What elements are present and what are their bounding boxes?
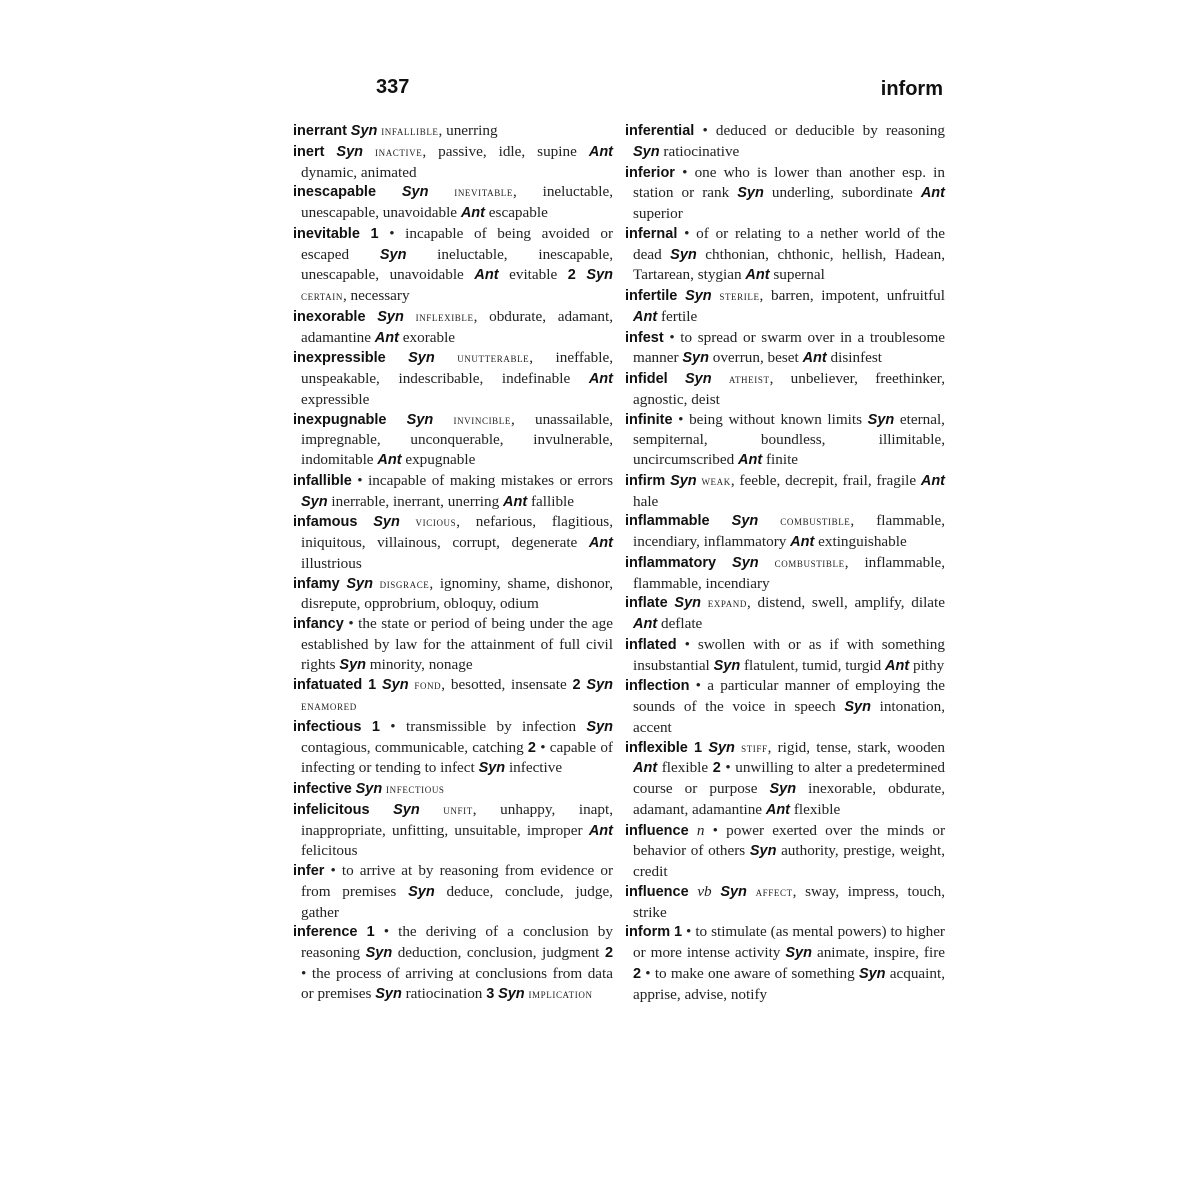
entry-headword: infamy — [293, 575, 340, 592]
definition-text — [689, 822, 697, 839]
usage-label: Syn — [406, 411, 434, 428]
definition-text — [400, 513, 416, 530]
dictionary-entry — [625, 410, 945, 471]
entry-headword: inexpugnable — [293, 411, 387, 428]
definition-text: , unhappy, inapt, inappropriate, unfitting, unsuitable, improper — [301, 800, 614, 839]
usage-label: Ant — [633, 616, 658, 632]
definition-text: hale — [633, 492, 659, 510]
usage-label: Ant — [374, 329, 399, 346]
definition-text: • power exerted over the minds or behavior of others — [633, 821, 946, 860]
definition-text: • of or relating to a nether world of the dead — [633, 224, 945, 263]
definition-text: deduction, conclusion, judgment — [392, 944, 605, 961]
sense-number: 1 — [370, 225, 379, 242]
usage-label: Ant — [474, 267, 499, 284]
right-column — [625, 121, 945, 1004]
cross-reference: sterile — [719, 289, 760, 303]
dictionary-entry — [293, 410, 613, 471]
entry-headword: infest — [625, 329, 664, 346]
definition-text — [759, 554, 775, 571]
cross-reference: unutterable — [457, 351, 530, 366]
usage-label: Ant — [745, 267, 770, 284]
definition-text: fertile — [657, 307, 698, 325]
dictionary-entry — [625, 328, 945, 370]
definition-text — [361, 718, 371, 735]
definition-text — [373, 575, 380, 592]
sense-number: 1 — [674, 924, 683, 941]
entry-headword: infernal — [625, 225, 678, 242]
definition-text: , besotted, insensate — [441, 676, 573, 694]
entry-headword: inferential — [625, 123, 695, 139]
definition-text: • the process of arriving at conclusions from data or premises — [301, 964, 613, 1002]
usage-label: Syn — [408, 350, 435, 367]
definition-text — [677, 287, 685, 304]
sense-number: 2 — [567, 267, 576, 284]
cross-reference: affect — [755, 884, 793, 899]
definition-text — [435, 349, 457, 366]
definition-text — [370, 801, 394, 818]
dictionary-entry — [293, 471, 613, 513]
dictionary-entry — [625, 286, 945, 328]
usage-label: Ant — [738, 452, 763, 468]
entry-headword: infer — [293, 863, 325, 879]
usage-label: Syn — [670, 472, 697, 489]
dictionary-entry — [625, 224, 945, 286]
definition-text: , passive, idle, supine — [422, 142, 589, 160]
definition-text: • capable of infecting or tending to infect — [301, 738, 613, 777]
dictionary-entry — [293, 574, 613, 615]
usage-label: Syn — [408, 883, 435, 900]
definition-text — [386, 349, 408, 366]
definition-text — [357, 513, 373, 530]
usage-label: Syn — [844, 699, 871, 715]
definition-text: chthonian, chthonic, hellish, Hadean, Tartarean, stygian — [633, 245, 946, 284]
definition-text: • to make one aware of something — [641, 964, 859, 982]
usage-label: Syn — [731, 513, 759, 530]
sense-number: 1 — [694, 739, 703, 756]
definition-text: , ignominy, shame, dishonor, disrepute, opprobrium, obloquy, odium — [301, 574, 614, 613]
usage-label: Syn — [708, 739, 735, 756]
usage-label: Syn — [785, 945, 812, 961]
part-of-speech: n — [696, 821, 705, 839]
dictionary-entry — [293, 348, 613, 409]
usage-label: Ant — [588, 535, 613, 551]
entry-headword: infatuated — [293, 677, 363, 694]
definition-text: animate, inspire, fire — [811, 944, 945, 961]
usage-label: Syn — [393, 801, 420, 818]
cross-reference: infectious — [386, 782, 445, 796]
definition-text — [701, 594, 708, 611]
cross-reference: combustible — [780, 514, 851, 529]
definition-text: illustrious — [301, 554, 362, 572]
cross-reference: weak — [701, 473, 731, 488]
entry-headword: inert — [293, 143, 325, 160]
usage-label: Ant — [802, 350, 827, 367]
definition-text: expugnable — [401, 451, 476, 468]
entry-headword: infancy — [293, 616, 344, 632]
definition-text: , distend, swell, amplify, dilate — [747, 594, 945, 612]
cross-reference: infallible — [381, 124, 439, 138]
entry-headword: inflammable — [625, 513, 710, 530]
dictionary-entry — [293, 861, 613, 922]
entry-headword: inescapable — [293, 184, 377, 201]
definition-text: • unwilling to alter a predetermined course or purpose — [633, 759, 945, 797]
usage-label: Syn — [346, 575, 373, 592]
usage-label: Syn — [586, 718, 614, 735]
usage-label: Ant — [503, 493, 528, 510]
definition-text: finite — [762, 451, 799, 468]
usage-label: Syn — [586, 677, 613, 694]
definition-text — [668, 370, 685, 387]
definition-text: • transmissible by infection — [379, 717, 587, 735]
entry-headword: infelicitous — [293, 801, 370, 818]
definition-text — [576, 266, 587, 283]
definition-text: inerrable, inerrant, unerring — [327, 492, 504, 510]
definition-text: pithy — [909, 656, 945, 674]
cross-reference: expand — [707, 596, 748, 611]
entry-headword: influence — [625, 822, 689, 839]
definition-text: , nefarious, flagitious, iniquitous, villainous, corrupt, degenerate — [301, 513, 614, 551]
dictionary-entry — [293, 182, 613, 224]
sense-number: 1 — [368, 677, 377, 694]
definition-text: • being without known limits — [672, 410, 868, 428]
entry-headword: infertile — [625, 288, 678, 304]
usage-label: Syn — [682, 350, 709, 367]
dictionary-entry — [625, 553, 945, 594]
usage-label: Ant — [765, 801, 791, 818]
usage-label: Syn — [769, 781, 797, 797]
dictionary-entry — [625, 821, 945, 882]
definition-text: , necessary — [342, 287, 410, 304]
cross-reference: invincible — [453, 412, 511, 427]
usage-label: Syn — [674, 595, 702, 612]
definition-text: , flammable, incendiary, inflammatory — [633, 512, 945, 550]
entry-headword: inform — [625, 924, 671, 941]
usage-label: Ant — [588, 143, 614, 160]
definition-text: , ineluctable, unescapable, unavoidable — [301, 183, 614, 221]
definition-text: deduce, conclude, judge, gather — [301, 882, 613, 921]
usage-label: Ant — [920, 472, 946, 489]
entry-headword: infidel — [625, 371, 668, 387]
usage-label: Ant — [588, 371, 613, 387]
definition-text: inexorable, obdurate, adamant, adamantine — [633, 780, 945, 818]
definition-text — [366, 308, 378, 325]
definition-text: evitable — [498, 266, 568, 284]
usage-label: Syn — [858, 965, 886, 982]
dictionary-entry — [625, 738, 945, 821]
definition-text — [689, 883, 698, 900]
usage-label: Ant — [588, 822, 613, 839]
usage-label: Syn — [401, 184, 429, 201]
guide-word: inform — [880, 78, 943, 100]
entry-headword: inflate — [625, 595, 668, 612]
definition-text: • the state or period of being under the age established by law for the attainment of full civil rights — [301, 615, 613, 673]
definition-text: , barren, impotent, unfruitful — [759, 287, 945, 304]
definition-text — [758, 512, 780, 529]
definition-text: deflate — [657, 615, 703, 632]
entry-headword: infallible — [293, 472, 352, 489]
definition-text: expressible — [301, 390, 370, 408]
sense-number: 2 — [633, 965, 642, 982]
dictionary-entry — [293, 675, 613, 717]
usage-label: Syn — [749, 843, 777, 860]
usage-label: Syn — [684, 371, 712, 387]
cross-reference: inactive — [375, 144, 423, 159]
definition-text: , unassailable, impregnable, unconquerable, invulnerable, indomitable — [301, 410, 613, 468]
usage-label: Ant — [633, 308, 658, 325]
usage-label: Ant — [633, 760, 658, 777]
definition-text — [357, 923, 366, 940]
definition-text — [716, 554, 732, 571]
sense-number: 3 — [486, 985, 495, 1002]
definition-text: superior — [633, 205, 683, 222]
cross-reference: combustible — [774, 555, 845, 570]
definition-text: , feeble, decrepit, frail, fragile — [730, 471, 921, 489]
dictionary-entry — [293, 307, 613, 349]
usage-label: Syn — [498, 985, 525, 1002]
definition-text: dynamic, animated — [301, 163, 417, 181]
dictionary-entry — [293, 512, 613, 573]
dictionary-entry — [293, 224, 613, 307]
entry-headword: infectious — [293, 718, 362, 735]
usage-label: Ant — [885, 657, 910, 674]
usage-label: Syn — [685, 288, 712, 304]
usage-label: Syn — [377, 308, 404, 325]
usage-label: Syn — [373, 514, 400, 531]
definition-text — [428, 183, 454, 200]
cross-reference: stiff — [741, 740, 768, 755]
definition-text — [420, 801, 444, 818]
entry-headword: inflammatory — [625, 554, 717, 571]
sense-number: 2 — [527, 739, 536, 756]
usage-label: Syn — [301, 493, 328, 510]
definition-text: underling, subordinate — [763, 184, 921, 202]
definition-text: • to stimulate (as mental powers) to higher or more intense activity — [633, 923, 945, 961]
definition-text: • the deriving of a conclusion by reasoning — [301, 923, 613, 961]
usage-label: Syn — [478, 760, 506, 777]
cross-reference: inflexible — [415, 309, 474, 324]
definition-text: eternal, sempiternal, boundless, illimitable, uncircumscribed — [633, 410, 945, 468]
dictionary-entry — [625, 121, 945, 163]
dictionary-entry — [293, 121, 613, 142]
dictionary-entry — [625, 471, 945, 512]
entry-headword: inflated — [625, 636, 677, 653]
definition-text: exorable — [398, 328, 456, 346]
dictionary-entry — [625, 882, 945, 923]
entry-headword: infinite — [625, 411, 673, 428]
definition-text: overrun, beset — [708, 349, 803, 367]
cross-reference: unfit — [443, 802, 473, 817]
sense-number: 2 — [604, 945, 614, 961]
usage-label: Syn — [670, 246, 697, 263]
definition-text: , sway, impress, touch, strike — [633, 882, 946, 921]
dictionary-entry — [625, 369, 945, 410]
dictionary-entry — [293, 717, 613, 779]
cross-reference: fond — [414, 678, 442, 693]
usage-label: Syn — [355, 781, 383, 797]
definition-text — [712, 883, 721, 900]
definition-text: • one who is lower than another esp. in station or rank — [633, 163, 945, 202]
definition-text: • incapable of making mistakes or errors — [351, 471, 613, 489]
definition-text — [360, 225, 371, 242]
dictionary-entry — [625, 511, 945, 553]
usage-label: Syn — [379, 246, 407, 263]
dictionary-entry — [293, 779, 613, 800]
entry-headword: inflection — [625, 678, 690, 695]
cross-reference: inevitable — [454, 185, 513, 200]
dictionary-entry — [625, 635, 945, 677]
usage-label: Syn — [350, 123, 378, 139]
entry-headword: influence — [625, 883, 689, 900]
definition-text: • deduced or deducible by reasoning — [694, 122, 945, 139]
usage-label: Syn — [339, 656, 366, 673]
entry-headword: inexorable — [293, 308, 366, 325]
definition-text: • a particular manner of employing the sounds of the voice in speech — [633, 677, 945, 715]
definition-text — [386, 411, 406, 428]
definition-text: flatulent, tumid, turgid — [740, 656, 886, 674]
dictionary-entry — [293, 922, 613, 1004]
usage-label: Syn — [713, 657, 741, 674]
part-of-speech: vb — [697, 882, 712, 900]
dictionary-entry — [293, 614, 613, 675]
definition-text: authority, prestige, weight, credit — [633, 842, 945, 880]
entry-headword: inexpressible — [293, 350, 386, 367]
definition-text — [710, 512, 732, 529]
definition-text: , rigid, tense, stark, wooden — [767, 738, 946, 756]
usage-label: Ant — [460, 205, 485, 221]
usage-label: Syn — [737, 185, 764, 202]
definition-text — [324, 143, 336, 160]
definition-text: disinfest — [826, 349, 882, 367]
definition-text — [404, 308, 416, 325]
definition-text: ineluctable, inescapable, unescapable, unavoidable — [301, 245, 613, 284]
definition-text — [376, 183, 402, 200]
usage-label: Syn — [720, 883, 747, 900]
definition-text — [433, 411, 453, 428]
usage-label: Syn — [375, 985, 402, 1002]
definition-text: , ineffable, unspeakable, indescribable, indefinable — [301, 349, 614, 387]
dictionary-entry — [293, 800, 613, 861]
cross-reference: implication — [528, 986, 593, 1001]
definition-text: flexible — [790, 800, 841, 818]
entry-headword: infective — [293, 781, 352, 797]
entry-headword: inference — [293, 924, 358, 941]
usage-label: Ant — [377, 452, 402, 468]
definition-text — [363, 143, 375, 160]
cross-reference: disgrace — [379, 576, 430, 591]
usage-label: Syn — [365, 945, 393, 961]
dictionary-entry — [293, 142, 613, 183]
definition-text: , unerring — [438, 122, 498, 139]
usage-label: Syn — [732, 554, 759, 571]
definition-text: infective — [505, 759, 563, 777]
definition-text: ratiocination — [401, 984, 487, 1002]
definition-text: • incapable of being avoided or escaped — [301, 224, 614, 263]
sense-number: 1 — [366, 924, 375, 941]
definition-text: minority, nonage — [366, 655, 473, 673]
sense-number: 2 — [712, 760, 721, 777]
definition-text: • to spread or swarm over in a troublesome manner — [633, 328, 945, 367]
definition-text: • swollen with or as if with something insubstantial — [633, 635, 945, 674]
usage-label: Ant — [790, 534, 815, 550]
usage-label: Syn — [633, 143, 660, 160]
definition-text: ratiocinative — [659, 142, 740, 160]
definition-text: , unbeliever, freethinker, agnostic, deist — [633, 370, 946, 408]
usage-label: Syn — [867, 411, 895, 428]
entry-headword: infamous — [293, 514, 358, 531]
definition-text: fallible — [527, 492, 574, 510]
definition-text: flexible — [657, 759, 713, 777]
cross-reference: enamored — [301, 699, 357, 713]
usage-label: Syn — [586, 267, 614, 284]
definition-text: • to arrive at by reasoning from evidence or from premises — [301, 862, 613, 900]
definition-text — [747, 883, 756, 900]
entry-headword: inferior — [625, 164, 675, 181]
dictionary-entry — [625, 676, 945, 737]
entry-headword: inflexible — [625, 739, 688, 756]
definition-text: acquaint, apprise, advise, notify — [633, 964, 945, 1003]
definition-text: , obdurate, adamant, adamantine — [301, 307, 614, 346]
cross-reference: certain — [301, 289, 343, 303]
definition-text: supernal — [769, 266, 825, 284]
cross-reference: atheist — [728, 372, 770, 386]
usage-label: Ant — [920, 185, 945, 202]
left-column — [293, 121, 613, 1004]
usage-label: Syn — [381, 677, 409, 694]
dictionary-entry — [625, 593, 945, 635]
definition-text: intonation, accent — [633, 698, 945, 736]
definition-text — [712, 370, 729, 387]
definition-text: , inflammable, flammable, incendiary — [633, 553, 946, 592]
definition-text: extinguishable — [814, 533, 907, 550]
page-number: 337 — [376, 76, 410, 98]
entry-headword: infirm — [625, 472, 666, 489]
entry-headword: inevitable — [293, 225, 360, 242]
cross-reference: vicious — [415, 515, 457, 530]
dictionary-entry — [625, 163, 945, 224]
entry-headword: inerrant — [293, 123, 347, 139]
definition-text: contagious, communicable, catching — [301, 738, 528, 756]
dictionary-entry — [625, 922, 945, 1004]
definition-text: felicitous — [301, 842, 358, 860]
usage-label: Syn — [336, 143, 364, 160]
definition-text: escapable — [485, 204, 548, 221]
sense-number: 2 — [572, 677, 581, 694]
sense-number: 1 — [371, 718, 380, 735]
